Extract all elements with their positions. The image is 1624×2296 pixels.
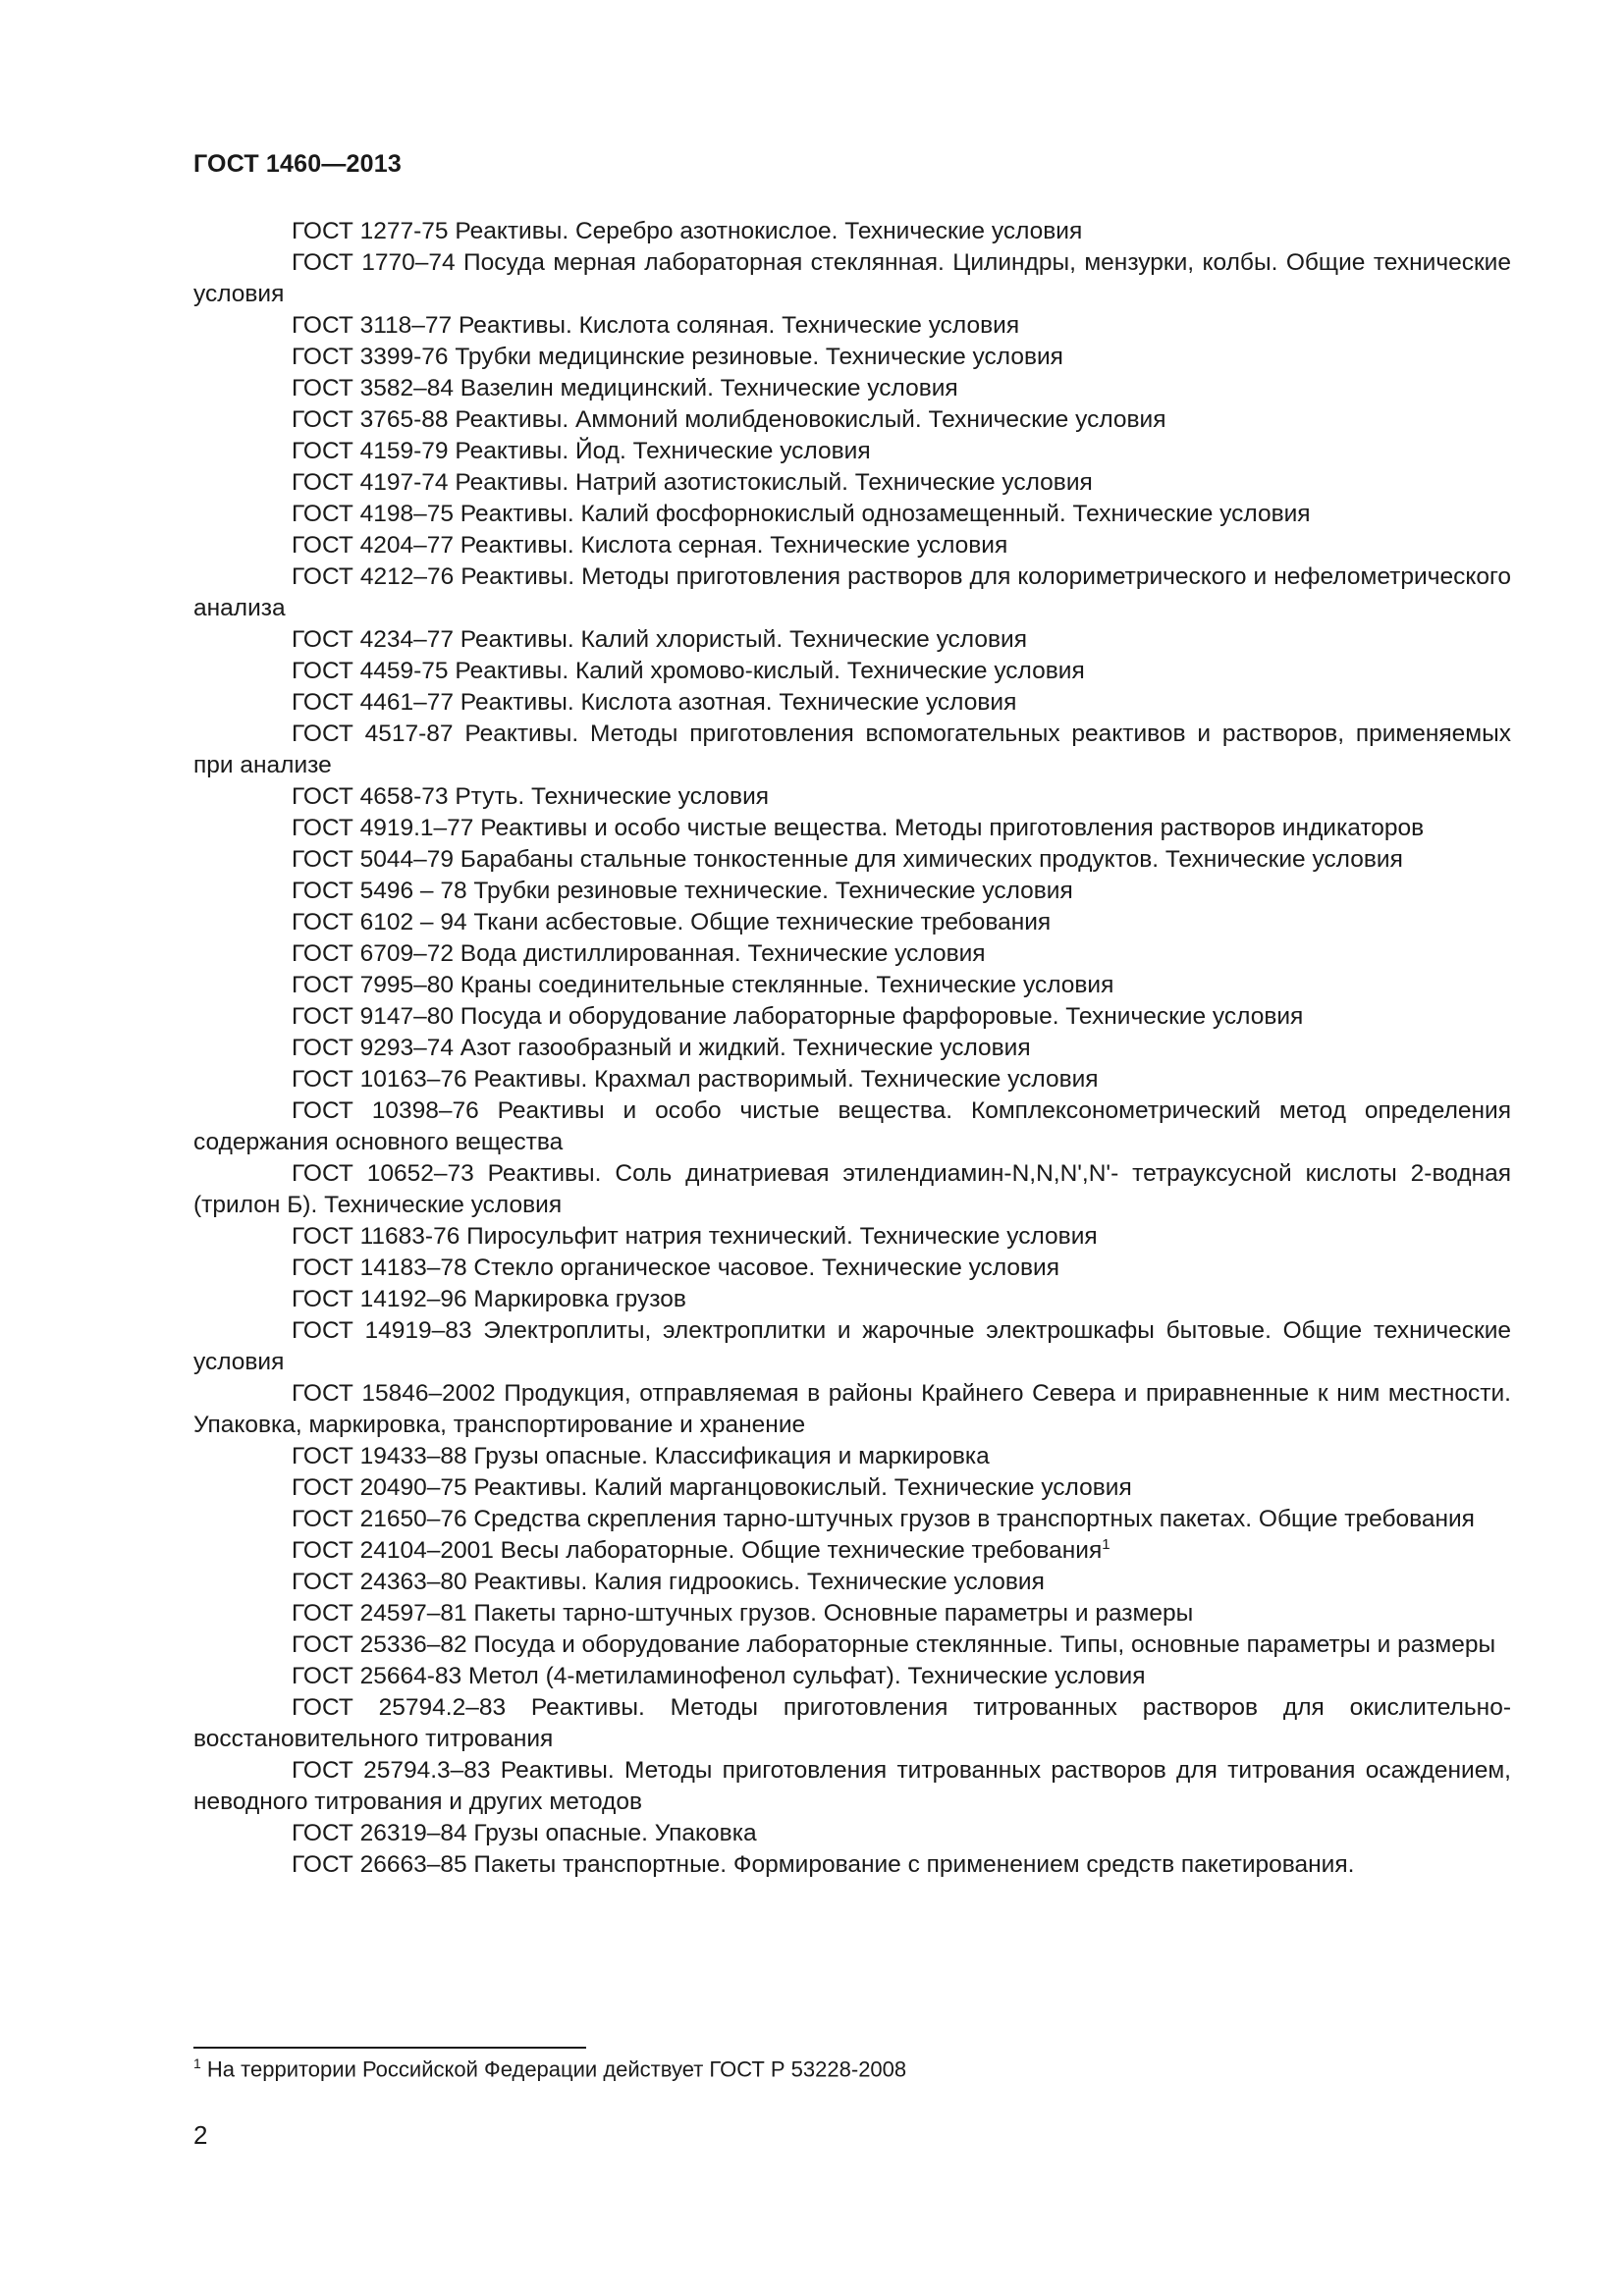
reference-item [193, 1095, 1511, 1158]
reference-text: ГОСТ 4517-87 Реактивы. Методы приготовления вспомогательных реактивов и растворов, применяемых при анализе [193, 721, 1511, 778]
reference-item [193, 1755, 1511, 1818]
reference-item [193, 907, 1511, 938]
reference-text: ГОСТ 14183–78 Стекло органическое часовое. Технические условия [292, 1255, 1060, 1281]
reference-item [193, 436, 1511, 467]
reference-text: ГОСТ 4197-74 Реактивы. Натрий азотистокислый. Технические условия [292, 469, 1093, 496]
reference-text: ГОСТ 4919.1–77 Реактивы и особо чистые вещества. Методы приготовления растворов индикаторов [292, 815, 1425, 841]
footnote-marker: 1 [193, 2056, 201, 2071]
reference-text: ГОСТ 14192–96 Маркировка грузов [292, 1286, 686, 1312]
reference-text: ГОСТ 7995–80 Краны соединительные стеклянные. Технические условия [292, 972, 1114, 998]
reference-text: ГОСТ 3765-88 Реактивы. Аммоний молибденовокислый. Технические условия [292, 406, 1166, 433]
reference-item [193, 719, 1511, 781]
reference-text: ГОСТ 3118–77 Реактивы. Кислота соляная. Технические условия [292, 312, 1020, 339]
reference-item [193, 813, 1511, 844]
reference-text: ГОСТ 20490–75 Реактивы. Калий марганцовокислый. Технические условия [292, 1474, 1132, 1501]
reference-text: ГОСТ 4159-79 Реактивы. Йод. Технические условия [292, 438, 871, 464]
reference-item [193, 938, 1511, 970]
reference-item [193, 1818, 1511, 1849]
reference-text: ГОСТ 26319–84 Грузы опасные. Упаковка [292, 1820, 757, 1846]
reference-item [193, 342, 1511, 373]
reference-text: ГОСТ 9147–80 Посуда и оборудование лабораторные фарфоровые. Технические условия [292, 1003, 1304, 1030]
reference-text: ГОСТ 19433–88 Грузы опасные. Классификация и маркировка [292, 1443, 990, 1469]
reference-item [193, 876, 1511, 907]
reference-item [193, 781, 1511, 813]
reference-item [193, 373, 1511, 404]
footnote-text: На территории Российской Федерации действует ГОСТ Р 53228-2008 [206, 2056, 907, 2082]
reference-text: ГОСТ 4212–76 Реактивы. Методы приготовления растворов для колориметрического и нефелометрического анализа [193, 563, 1511, 621]
reference-item [193, 1033, 1511, 1064]
reference-text: ГОСТ 21650–76 Средства скрепления тарно-штучных грузов в транспортных пакетах. Общие требования [292, 1506, 1475, 1532]
reference-item [193, 1315, 1511, 1378]
reference-item [193, 1535, 1511, 1567]
reference-item [193, 1158, 1511, 1221]
reference-item [193, 1598, 1511, 1629]
reference-text: ГОСТ 15846–2002 Продукция, отправляемая в районы Крайнего Севера и приравненные к ним местности. Упаковка, маркировка, транспортирование и хранение [193, 1380, 1511, 1438]
reference-item [193, 530, 1511, 561]
normative-references-list [193, 216, 1511, 1881]
reference-item [193, 1661, 1511, 1692]
reference-text: ГОСТ 5044–79 Барабаны стальные тонкостенные для химических продуктов. Технические условия [292, 846, 1403, 873]
reference-text: ГОСТ 4459-75 Реактивы. Калий хромово-кислый. Технические условия [292, 658, 1085, 684]
reference-item [193, 624, 1511, 656]
reference-item [193, 1692, 1511, 1755]
reference-item [193, 1064, 1511, 1095]
reference-item [193, 656, 1511, 687]
reference-item [193, 499, 1511, 530]
reference-text: ГОСТ 25664-83 Метол (4-метиламинофенол сульфат). Технические условия [292, 1663, 1146, 1689]
reference-text: ГОСТ 5496 – 78 Трубки резиновые технические. Технические условия [292, 878, 1073, 904]
reference-item [193, 1284, 1511, 1315]
reference-text: ГОСТ 11683-76 Пиросульфит натрия технический. Технические условия [292, 1223, 1098, 1250]
reference-item [193, 1472, 1511, 1504]
reference-item [193, 561, 1511, 624]
reference-item [193, 1504, 1511, 1535]
reference-item [193, 247, 1511, 310]
reference-item [193, 404, 1511, 436]
reference-text: ГОСТ 9293–74 Азот газообразный и жидкий. Технические условия [292, 1035, 1031, 1061]
reference-item [193, 1849, 1511, 1881]
reference-text: ГОСТ 24363–80 Реактивы. Калия гидроокись. Технические условия [292, 1569, 1045, 1595]
reference-text: ГОСТ 10652–73 Реактивы. Соль динатриевая этилендиамин-N,N,N',N'- тетрауксусной кислоты 2-водная (трилон Б). Технические условия [193, 1160, 1511, 1218]
reference-text: ГОСТ 10163–76 Реактивы. Крахмал растворимый. Технические условия [292, 1066, 1099, 1093]
reference-item [193, 1629, 1511, 1661]
reference-item [193, 1221, 1511, 1253]
reference-item [193, 970, 1511, 1001]
reference-text: ГОСТ 24104–2001 Весы лабораторные. Общие технические требования [292, 1537, 1103, 1564]
reference-text: ГОСТ 4658-73 Ртуть. Технические условия [292, 783, 770, 810]
reference-text: ГОСТ 25794.3–83 Реактивы. Методы приготовления титрованных растворов для титрования осаждением, неводного титрования и других методов [193, 1757, 1511, 1815]
reference-text: ГОСТ 25336–82 Посуда и оборудование лабораторные стеклянные. Типы, основные параметры и размеры [292, 1631, 1496, 1658]
footnote-separator [193, 2047, 586, 2049]
reference-item [193, 216, 1511, 247]
reference-text: ГОСТ 6709–72 Вода дистиллированная. Технические условия [292, 940, 986, 967]
reference-item [193, 844, 1511, 876]
reference-text: ГОСТ 6102 – 94 Ткани асбестовые. Общие технические требования [292, 909, 1052, 935]
reference-item [193, 1378, 1511, 1441]
reference-text: ГОСТ 14919–83 Электроплиты, электроплитки и жарочные электрошкафы бытовые. Общие технические условия [193, 1317, 1511, 1375]
reference-text: ГОСТ 10398–76 Реактивы и особо чистые вещества. Комплексонометрический метод определения содержания основного вещества [193, 1097, 1511, 1155]
page-number: 2 [193, 2120, 208, 2150]
reference-text: ГОСТ 25794.2–83 Реактивы. Методы приготовления титрованных растворов для окислительно-восстановительного титрования [193, 1694, 1511, 1752]
reference-item [193, 310, 1511, 342]
reference-text: ГОСТ 26663–85 Пакеты транспортные. Формирование с применением средств пакетирования. [292, 1851, 1355, 1878]
reference-item [193, 1567, 1511, 1598]
reference-item [193, 1253, 1511, 1284]
reference-text: ГОСТ 3582–84 Вазелин медицинский. Технические условия [292, 375, 958, 401]
reference-text: ГОСТ 1277-75 Реактивы. Серебро азотнокислое. Технические условия [292, 218, 1083, 244]
reference-text: ГОСТ 4461–77 Реактивы. Кислота азотная. Технические условия [292, 689, 1017, 716]
footnote-reference: 1 [1102, 1535, 1110, 1553]
footnote [193, 2056, 906, 2082]
reference-text: ГОСТ 24597–81 Пакеты тарно-штучных грузов. Основные параметры и размеры [292, 1600, 1194, 1627]
reference-item [193, 1001, 1511, 1033]
reference-text: ГОСТ 4198–75 Реактивы. Калий фосфорнокислый однозамещенный. Технические условия [292, 501, 1311, 527]
reference-text: ГОСТ 4204–77 Реактивы. Кислота серная. Технические условия [292, 532, 1008, 559]
reference-item [193, 1441, 1511, 1472]
reference-item [193, 467, 1511, 499]
reference-text: ГОСТ 3399-76 Трубки медицинские резиновые. Технические условия [292, 344, 1063, 370]
document-header: ГОСТ 1460—2013 [193, 150, 402, 178]
reference-text: ГОСТ 4234–77 Реактивы. Калий хлористый. Технические условия [292, 626, 1027, 653]
reference-text: ГОСТ 1770–74 Посуда мерная лабораторная стеклянная. Цилиндры, мензурки, колбы. Общие технические условия [193, 249, 1511, 307]
reference-item [193, 687, 1511, 719]
